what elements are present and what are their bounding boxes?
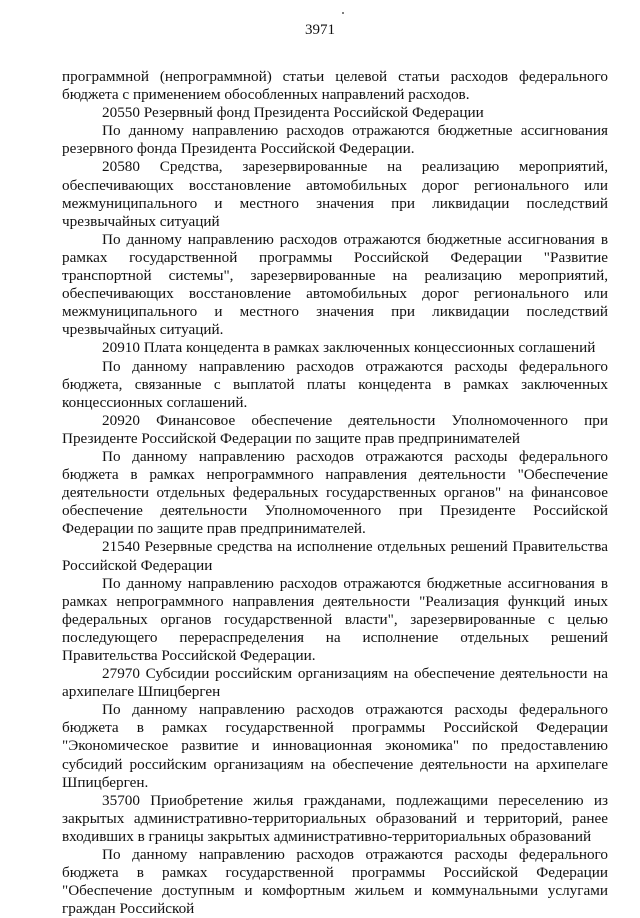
- heading-20550: 20550 Резервный фонд Президента Российской Федерации: [102, 104, 484, 122]
- paragraph-20550-description: По данному направлению расходов отражаются бюджетные ассигнования резервного фонда Президента Российской Федерации.: [62, 122, 608, 158]
- paragraph-20580-description: По данному направлению расходов отражаются бюджетные ассигнования в рамках государственной программы Российской Федерации "Развитие транспортной системы", зарезервированные на реализацию мероприятий, обеспечивающих восстановление автомобильных дорог регионального или межмуниципального и местного значения при ликвидации последствий чрезвычайных ситуаций.: [62, 230, 608, 339]
- heading-20910: 20910 Плата концедента в рамках заключенных концессионных соглашений: [102, 339, 596, 357]
- paragraph-21540-description: По данному направлению расходов отражаются бюджетные ассигнования в рамках непрограммного направления деятельности "Реализация функций иных федеральных органов государственной власти", зарезервированные с целью последующего перераспределения на исполнение отдельных решений Правительства Российской Федерации.: [62, 574, 608, 664]
- paragraph-continuation: программной (непрограммной) статьи целевой статьи расходов федерального бюджета с применением обособленных направлений расходов.: [62, 68, 608, 104]
- heading-20580: 20580 Средства, зарезервированные на реализацию мероприятий, обеспечивающих восстановление автомобильных дорог регионального или межмуниципального и местного значения при ликвидации последствий чрезвычайных ситуаций: [62, 158, 608, 230]
- heading-35700: 35700 Приобретение жилья гражданами, подлежащими переселению из закрытых административно-территориальных образований и территорий, ранее входивших в границы закрытых административно-территориальных образований: [62, 791, 608, 845]
- heading-27970: 27970 Субсидии российским организациям на обеспечение деятельности на архипелаге Шпицберген: [62, 665, 608, 701]
- paragraph-35700-description: По данному направлению расходов отражаются расходы федерального бюджета в рамках государственной программы Российской Федерации "Обеспечение доступным и комфортным жильем и коммунальными услугами граждан Российской: [62, 846, 608, 918]
- paragraph-27970-description: По данному направлению расходов отражаются расходы федерального бюджета в рамках государственной программы Российской Федерации "Экономическое развитие и инновационная экономика" по предоставлению субсидий российским организациям на обеспечение деятельности на архипелаге Шпицберген.: [62, 701, 608, 791]
- scan-speck: [342, 12, 344, 14]
- heading-20920: 20920 Финансовое обеспечение деятельности Уполномоченного при Президенте Российской Федерации по защите прав предпринимателей: [62, 411, 608, 447]
- page-number: 3971: [305, 22, 335, 38]
- heading-21540: 21540 Резервные средства на исполнение отдельных решений Правительства Российской Федерации: [62, 538, 608, 574]
- paragraph-20910-description: По данному направлению расходов отражаются расходы федерального бюджета, связанные с выплатой платы концедента в рамках заключенных концессионных соглашений.: [62, 357, 608, 411]
- paragraph-20920-description: По данному направлению расходов отражаются расходы федерального бюджета в рамках непрограммного направления деятельности "Обеспечение деятельности отдельных федеральных государственных органов" на финансовое обеспечение деятельности Уполномоченного при Президенте Российской Федерации по защите прав предпринимателей.: [62, 447, 608, 538]
- document-body: [62, 68, 608, 918]
